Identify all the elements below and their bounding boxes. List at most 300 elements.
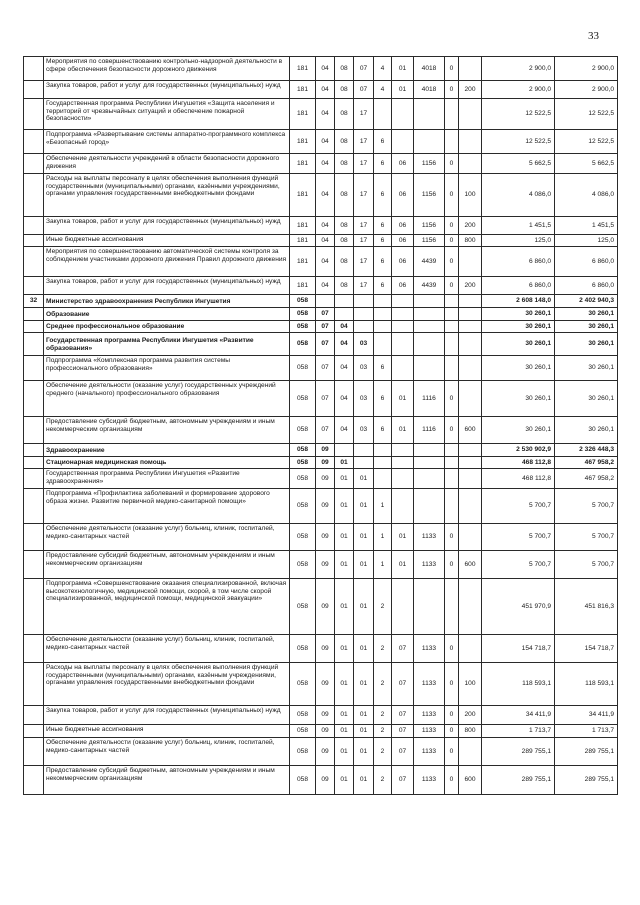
amount-planned-cell: 1 713,7	[482, 725, 555, 738]
amount-planned-cell: 125,0	[482, 235, 555, 247]
table-row	[24, 706, 618, 725]
activity-code-cell: 01	[392, 551, 414, 579]
subprogram-code-cell	[374, 469, 392, 489]
table-row	[24, 356, 618, 381]
program-code-cell: 07	[354, 81, 374, 99]
item-name-cell: Предоставление субсидий бюджетным, автономным учреждениям и иным некоммерческим организациям	[44, 551, 290, 579]
subsection-code-cell	[335, 444, 354, 457]
expense-type-cell: 600	[459, 551, 482, 579]
program-code-cell: 01	[354, 725, 374, 738]
section-code-cell	[316, 295, 335, 308]
row-number-cell	[24, 247, 44, 277]
program-code-cell: 01	[354, 489, 374, 524]
expense-type-cell	[459, 247, 482, 277]
table-row	[24, 725, 618, 738]
ministry-code-cell: 058	[290, 457, 316, 469]
program-code-cell	[354, 457, 374, 469]
zero-code-cell: 0	[445, 57, 459, 81]
amount-executed-cell: 30 260,1	[555, 308, 618, 321]
subprogram-code-cell	[374, 99, 392, 130]
table-row	[24, 321, 618, 333]
amount-planned-cell: 154 718,7	[482, 635, 555, 663]
ministry-code-cell: 058	[290, 308, 316, 321]
amount-executed-cell: 5 700,7	[555, 524, 618, 551]
subprogram-code-cell: 2	[374, 635, 392, 663]
expense-type-cell	[459, 738, 482, 766]
direction-code-cell	[414, 130, 445, 154]
expense-type-cell	[459, 57, 482, 81]
zero-code-cell: 0	[445, 417, 459, 444]
activity-code-cell	[392, 356, 414, 381]
expense-type-cell	[459, 469, 482, 489]
row-number-cell	[24, 738, 44, 766]
subprogram-code-cell: 6	[374, 174, 392, 217]
amount-planned-cell: 30 260,1	[482, 321, 555, 333]
direction-code-cell: 1116	[414, 381, 445, 417]
amount-executed-cell: 2 900,0	[555, 57, 618, 81]
program-code-cell: 17	[354, 174, 374, 217]
section-code-cell: 07	[316, 308, 335, 321]
section-code-cell: 09	[316, 524, 335, 551]
activity-code-cell: 06	[392, 174, 414, 217]
item-name-cell: Среднее профессиональное образование	[44, 321, 290, 333]
expense-type-cell: 600	[459, 417, 482, 444]
direction-code-cell	[414, 457, 445, 469]
activity-code-cell: 01	[392, 381, 414, 417]
section-code-cell: 07	[316, 356, 335, 381]
zero-code-cell	[445, 489, 459, 524]
ministry-code-cell: 058	[290, 766, 316, 795]
subsection-code-cell: 04	[335, 381, 354, 417]
activity-code-cell: 06	[392, 154, 414, 174]
subprogram-code-cell: 1	[374, 524, 392, 551]
ministry-code-cell: 058	[290, 444, 316, 457]
zero-code-cell	[445, 457, 459, 469]
subprogram-code-cell: 4	[374, 57, 392, 81]
ministry-code-cell: 058	[290, 417, 316, 444]
zero-code-cell	[445, 130, 459, 154]
row-number-cell: 32	[24, 295, 44, 308]
direction-code-cell: 4018	[414, 57, 445, 81]
ministry-code-cell: 181	[290, 99, 316, 130]
program-code-cell	[354, 308, 374, 321]
amount-executed-cell: 467 958,2	[555, 457, 618, 469]
amount-executed-cell: 5 662,5	[555, 154, 618, 174]
ministry-code-cell: 058	[290, 489, 316, 524]
subprogram-code-cell: 6	[374, 417, 392, 444]
ministry-code-cell: 181	[290, 247, 316, 277]
amount-executed-cell: 30 260,1	[555, 321, 618, 333]
item-name-cell: Государственная программа Республики Ингушетия «Защита населения и территорий от чрезвычайных ситуаций и обеспечение пожарной безопасности»	[44, 99, 290, 130]
row-number-cell	[24, 130, 44, 154]
amount-planned-cell: 4 086,0	[482, 174, 555, 217]
program-code-cell: 17	[354, 154, 374, 174]
zero-code-cell: 0	[445, 725, 459, 738]
subsection-code-cell: 04	[335, 321, 354, 333]
program-code-cell: 01	[354, 524, 374, 551]
table-row	[24, 277, 618, 295]
zero-code-cell: 0	[445, 174, 459, 217]
expense-type-cell: 200	[459, 277, 482, 295]
amount-executed-cell: 30 260,1	[555, 333, 618, 356]
ministry-code-cell: 058	[290, 663, 316, 706]
ministry-code-cell: 181	[290, 235, 316, 247]
subprogram-code-cell: 6	[374, 277, 392, 295]
amount-planned-cell: 30 260,1	[482, 308, 555, 321]
amount-planned-cell: 289 755,1	[482, 738, 555, 766]
table-row	[24, 99, 618, 130]
direction-code-cell: 1133	[414, 551, 445, 579]
expense-type-cell	[459, 333, 482, 356]
direction-code-cell	[414, 444, 445, 457]
amount-executed-cell: 2 402 940,3	[555, 295, 618, 308]
direction-code-cell: 1133	[414, 635, 445, 663]
amount-executed-cell: 125,0	[555, 235, 618, 247]
row-number-cell	[24, 174, 44, 217]
expense-type-cell: 100	[459, 663, 482, 706]
activity-code-cell	[392, 444, 414, 457]
table-row	[24, 154, 618, 174]
program-code-cell: 17	[354, 235, 374, 247]
amount-executed-cell: 289 755,1	[555, 766, 618, 795]
direction-code-cell: 1133	[414, 725, 445, 738]
table-row	[24, 766, 618, 795]
subprogram-code-cell	[374, 295, 392, 308]
zero-code-cell: 0	[445, 706, 459, 725]
item-name-cell: Обеспечение деятельности (оказание услуг) больниц, клиник, госпиталей, медико-санитарных частей	[44, 635, 290, 663]
activity-code-cell: 01	[392, 524, 414, 551]
expense-type-cell	[459, 321, 482, 333]
amount-executed-cell: 6 860,0	[555, 277, 618, 295]
item-name-cell: Закупка товаров, работ и услуг для государственных (муниципальных) нужд	[44, 217, 290, 235]
item-name-cell: Предоставление субсидий бюджетным, автономным учреждениям и иным некоммерческим организациям	[44, 766, 290, 795]
subsection-code-cell: 08	[335, 99, 354, 130]
row-number-cell	[24, 579, 44, 635]
zero-code-cell: 0	[445, 524, 459, 551]
program-code-cell	[354, 444, 374, 457]
direction-code-cell	[414, 321, 445, 333]
ministry-code-cell: 058	[290, 725, 316, 738]
amount-planned-cell: 30 260,1	[482, 333, 555, 356]
budget-table	[23, 56, 618, 795]
amount-executed-cell: 30 260,1	[555, 356, 618, 381]
direction-code-cell: 1116	[414, 417, 445, 444]
amount-executed-cell: 289 755,1	[555, 738, 618, 766]
amount-executed-cell: 12 522,5	[555, 130, 618, 154]
zero-code-cell	[445, 333, 459, 356]
zero-code-cell	[445, 469, 459, 489]
item-name-cell: Здравоохранение	[44, 444, 290, 457]
subsection-code-cell: 01	[335, 725, 354, 738]
item-name-cell: Иные бюджетные ассигнования	[44, 235, 290, 247]
subprogram-code-cell: 2	[374, 579, 392, 635]
table-row	[24, 663, 618, 706]
expense-type-cell	[459, 524, 482, 551]
zero-code-cell: 0	[445, 766, 459, 795]
program-code-cell: 03	[354, 417, 374, 444]
zero-code-cell: 0	[445, 738, 459, 766]
activity-code-cell: 07	[392, 706, 414, 725]
budget-table-body	[24, 57, 618, 795]
amount-executed-cell: 34 411,9	[555, 706, 618, 725]
section-code-cell: 04	[316, 174, 335, 217]
subsection-code-cell: 08	[335, 247, 354, 277]
amount-executed-cell: 5 700,7	[555, 489, 618, 524]
row-number-cell	[24, 457, 44, 469]
amount-planned-cell: 2 900,0	[482, 81, 555, 99]
row-number-cell	[24, 57, 44, 81]
expense-type-cell: 200	[459, 81, 482, 99]
amount-planned-cell: 5 700,7	[482, 524, 555, 551]
table-row	[24, 333, 618, 356]
program-code-cell: 03	[354, 381, 374, 417]
section-code-cell: 04	[316, 99, 335, 130]
zero-code-cell	[445, 444, 459, 457]
ministry-code-cell: 058	[290, 321, 316, 333]
section-code-cell: 09	[316, 579, 335, 635]
ministry-code-cell: 058	[290, 381, 316, 417]
amount-executed-cell: 118 593,1	[555, 663, 618, 706]
section-code-cell: 09	[316, 738, 335, 766]
subsection-code-cell: 01	[335, 635, 354, 663]
amount-planned-cell: 118 593,1	[482, 663, 555, 706]
zero-code-cell: 0	[445, 247, 459, 277]
program-code-cell	[354, 321, 374, 333]
zero-code-cell: 0	[445, 81, 459, 99]
subsection-code-cell: 01	[335, 457, 354, 469]
direction-code-cell: 1156	[414, 217, 445, 235]
table-row	[24, 130, 618, 154]
row-number-cell	[24, 217, 44, 235]
row-number-cell	[24, 551, 44, 579]
row-number-cell	[24, 381, 44, 417]
ministry-code-cell: 181	[290, 277, 316, 295]
subsection-code-cell: 01	[335, 738, 354, 766]
ministry-code-cell: 181	[290, 57, 316, 81]
subsection-code-cell	[335, 295, 354, 308]
section-code-cell: 09	[316, 725, 335, 738]
expense-type-cell: 600	[459, 766, 482, 795]
subsection-code-cell: 08	[335, 277, 354, 295]
direction-code-cell: 1133	[414, 706, 445, 725]
subsection-code-cell: 01	[335, 469, 354, 489]
item-name-cell: Обеспечение деятельности (оказание услуг) больниц, клиник, госпиталей, медико-санитарных частей	[44, 738, 290, 766]
section-code-cell: 04	[316, 57, 335, 81]
subprogram-code-cell	[374, 457, 392, 469]
row-number-cell	[24, 417, 44, 444]
row-number-cell	[24, 308, 44, 321]
activity-code-cell	[392, 333, 414, 356]
zero-code-cell	[445, 308, 459, 321]
program-code-cell: 01	[354, 663, 374, 706]
section-code-cell: 09	[316, 766, 335, 795]
table-row	[24, 738, 618, 766]
item-name-cell: Закупка товаров, работ и услуг для государственных (муниципальных) нужд	[44, 706, 290, 725]
direction-code-cell	[414, 469, 445, 489]
amount-planned-cell: 30 260,1	[482, 356, 555, 381]
activity-code-cell: 06	[392, 235, 414, 247]
item-name-cell: Закупка товаров, работ и услуг для государственных (муниципальных) нужд	[44, 81, 290, 99]
row-number-cell	[24, 524, 44, 551]
amount-executed-cell: 1 451,5	[555, 217, 618, 235]
activity-code-cell: 01	[392, 57, 414, 81]
zero-code-cell	[445, 321, 459, 333]
amount-executed-cell: 12 522,5	[555, 99, 618, 130]
amount-executed-cell: 1 713,7	[555, 725, 618, 738]
amount-planned-cell: 2 608 148,0	[482, 295, 555, 308]
program-code-cell: 17	[354, 217, 374, 235]
item-name-cell: Обеспечение деятельности учреждений в области безопасности дорожного движения	[44, 154, 290, 174]
table-row	[24, 524, 618, 551]
row-number-cell	[24, 489, 44, 524]
amount-executed-cell: 5 700,7	[555, 551, 618, 579]
zero-code-cell	[445, 579, 459, 635]
direction-code-cell	[414, 356, 445, 381]
section-code-cell: 09	[316, 489, 335, 524]
ministry-code-cell: 181	[290, 217, 316, 235]
amount-executed-cell: 30 260,1	[555, 417, 618, 444]
row-number-cell	[24, 277, 44, 295]
activity-code-cell	[392, 130, 414, 154]
subprogram-code-cell: 6	[374, 130, 392, 154]
ministry-code-cell: 058	[290, 579, 316, 635]
expense-type-cell	[459, 381, 482, 417]
zero-code-cell	[445, 356, 459, 381]
activity-code-cell	[392, 579, 414, 635]
section-code-cell: 04	[316, 81, 335, 99]
expense-type-cell	[459, 295, 482, 308]
activity-code-cell	[392, 457, 414, 469]
program-code-cell: 01	[354, 706, 374, 725]
zero-code-cell	[445, 295, 459, 308]
ministry-code-cell: 058	[290, 333, 316, 356]
activity-code-cell	[392, 295, 414, 308]
page-number: 33	[588, 30, 599, 42]
activity-code-cell	[392, 308, 414, 321]
ministry-code-cell: 181	[290, 174, 316, 217]
subprogram-code-cell	[374, 308, 392, 321]
expense-type-cell	[459, 489, 482, 524]
item-name-cell: Иные бюджетные ассигнования	[44, 725, 290, 738]
subsection-code-cell: 08	[335, 130, 354, 154]
program-code-cell: 07	[354, 57, 374, 81]
activity-code-cell	[392, 489, 414, 524]
table-row	[24, 417, 618, 444]
direction-code-cell: 1156	[414, 235, 445, 247]
activity-code-cell	[392, 469, 414, 489]
subsection-code-cell: 01	[335, 489, 354, 524]
ministry-code-cell: 058	[290, 551, 316, 579]
subprogram-code-cell	[374, 333, 392, 356]
table-row	[24, 308, 618, 321]
subsection-code-cell: 01	[335, 663, 354, 706]
subprogram-code-cell: 6	[374, 217, 392, 235]
expense-type-cell: 800	[459, 235, 482, 247]
subprogram-code-cell	[374, 321, 392, 333]
row-number-cell	[24, 635, 44, 663]
program-code-cell: 01	[354, 551, 374, 579]
amount-executed-cell: 467 958,2	[555, 469, 618, 489]
table-row	[24, 217, 618, 235]
subsection-code-cell: 08	[335, 217, 354, 235]
ministry-code-cell: 058	[290, 738, 316, 766]
amount-planned-cell: 30 260,1	[482, 381, 555, 417]
direction-code-cell: 1133	[414, 766, 445, 795]
row-number-cell	[24, 469, 44, 489]
item-name-cell: Мероприятия по совершенствованию контрольно-надзорной деятельности в сфере обеспечения безопасности дорожного движения	[44, 57, 290, 81]
subprogram-code-cell: 6	[374, 154, 392, 174]
item-name-cell: Подпрограмма «Развертывание системы аппаратно-программного комплекса «Безопасный город»	[44, 130, 290, 154]
expense-type-cell: 100	[459, 174, 482, 217]
amount-planned-cell: 2 530 902,9	[482, 444, 555, 457]
amount-executed-cell: 2 900,0	[555, 81, 618, 99]
activity-code-cell: 07	[392, 766, 414, 795]
item-name-cell: Государственная программа Республики Ингушетия «Развитие здравоохранения»	[44, 469, 290, 489]
subsection-code-cell: 04	[335, 417, 354, 444]
direction-code-cell: 1133	[414, 738, 445, 766]
subsection-code-cell: 01	[335, 524, 354, 551]
direction-code-cell	[414, 333, 445, 356]
program-code-cell: 01	[354, 469, 374, 489]
amount-executed-cell: 30 260,1	[555, 381, 618, 417]
item-name-cell: Обеспечение деятельности (оказание услуг) государственных учреждений среднего (начального) профессионального образования	[44, 381, 290, 417]
table-row	[24, 81, 618, 99]
amount-planned-cell: 30 260,1	[482, 417, 555, 444]
table-row	[24, 381, 618, 417]
item-name-cell: Подпрограмма «Совершенствование оказания специализированной, включая высокотехнологичную, медицинской помощи, скорой, в том числе скорой специализированной, медицинской помощи, медицинской эвакуации»	[44, 579, 290, 635]
subsection-code-cell: 01	[335, 706, 354, 725]
section-code-cell: 09	[316, 551, 335, 579]
section-code-cell: 04	[316, 235, 335, 247]
section-code-cell: 04	[316, 130, 335, 154]
ministry-code-cell: 181	[290, 130, 316, 154]
activity-code-cell: 07	[392, 635, 414, 663]
expense-type-cell	[459, 457, 482, 469]
section-code-cell: 07	[316, 417, 335, 444]
amount-planned-cell: 5 700,7	[482, 489, 555, 524]
program-code-cell: 01	[354, 579, 374, 635]
expense-type-cell	[459, 154, 482, 174]
section-code-cell: 04	[316, 247, 335, 277]
subprogram-code-cell: 6	[374, 235, 392, 247]
item-name-cell: Министерство здравоохранения Республики Ингушетия	[44, 295, 290, 308]
program-code-cell: 17	[354, 99, 374, 130]
item-name-cell: Стационарная медицинская помощь	[44, 457, 290, 469]
item-name-cell: Обеспечение деятельности (оказание услуг) больниц, клиник, госпиталей, медико-санитарных частей	[44, 524, 290, 551]
section-code-cell: 09	[316, 469, 335, 489]
zero-code-cell: 0	[445, 551, 459, 579]
section-code-cell: 09	[316, 444, 335, 457]
program-code-cell: 01	[354, 738, 374, 766]
ministry-code-cell: 058	[290, 635, 316, 663]
item-name-cell: Государственная программа Республики Ингушетия «Развитие образования»	[44, 333, 290, 356]
subprogram-code-cell: 2	[374, 738, 392, 766]
program-code-cell: 17	[354, 130, 374, 154]
ministry-code-cell: 058	[290, 295, 316, 308]
item-name-cell: Подпрограмма «Профилактика заболеваний и формирование здорового образа жизни. Развитие первичной медико-санитарной помощи»	[44, 489, 290, 524]
activity-code-cell: 06	[392, 277, 414, 295]
subsection-code-cell: 04	[335, 333, 354, 356]
subprogram-code-cell: 2	[374, 725, 392, 738]
expense-type-cell	[459, 635, 482, 663]
row-number-cell	[24, 321, 44, 333]
ministry-code-cell: 058	[290, 356, 316, 381]
subsection-code-cell: 08	[335, 57, 354, 81]
program-code-cell: 01	[354, 766, 374, 795]
subsection-code-cell: 04	[335, 356, 354, 381]
subprogram-code-cell: 6	[374, 356, 392, 381]
activity-code-cell	[392, 321, 414, 333]
